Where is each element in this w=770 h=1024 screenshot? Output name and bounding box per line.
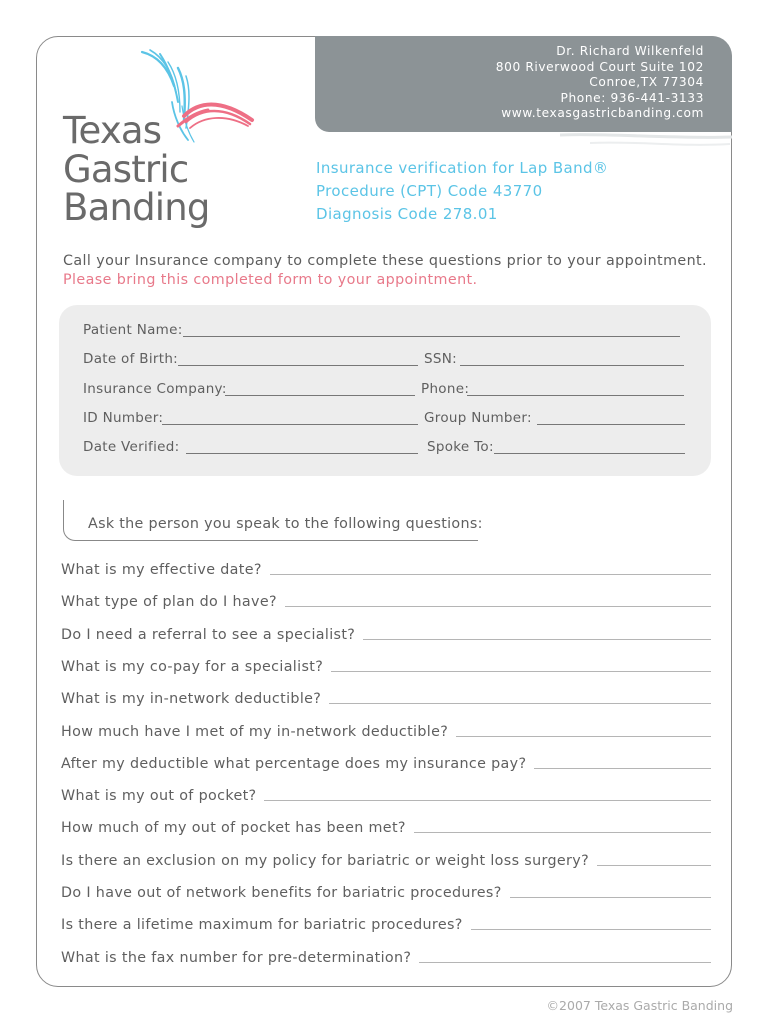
website-link[interactable]: www.texasgastricbanding.com	[501, 106, 704, 121]
spoke-to-label: Spoke To:	[427, 439, 494, 455]
question-text: Do I have out of network benefits for bariatric procedures?	[61, 885, 502, 901]
insurance-company-field[interactable]	[225, 395, 415, 396]
cpt-code: Procedure (CPT) Code 43770	[316, 182, 543, 200]
question-text: What is my out of pocket?	[61, 788, 257, 805]
question-text: Is there a lifetime maximum for bariatric procedures?	[61, 917, 463, 934]
address-line: 800 Riverwood Court Suite 102	[495, 59, 704, 74]
answer-line[interactable]	[419, 962, 711, 963]
answer-line[interactable]	[414, 832, 711, 833]
brand-logo-text	[63, 109, 210, 229]
phone-label: Phone:	[421, 381, 470, 397]
phone-line: Phone: 936-441-3133	[560, 90, 704, 105]
logo-word-gastric: Gastric	[63, 147, 189, 191]
answer-line[interactable]	[510, 897, 711, 898]
id-number-field[interactable]	[162, 424, 418, 425]
answer-line[interactable]	[597, 865, 711, 866]
ssn-label: SSN:	[424, 351, 457, 367]
question-text: What is the fax number for pre-determination?	[61, 949, 412, 966]
copyright-footer: ©2007 Texas Gastric Banding	[546, 998, 733, 1013]
question-text: What type of plan do I have?	[61, 594, 277, 611]
ask-heading-underline	[76, 540, 478, 541]
answer-line[interactable]	[456, 736, 711, 737]
decorative-brush-stroke	[560, 131, 732, 155]
ask-heading: Ask the person you speak to the following questions:	[88, 516, 483, 532]
question-text: How much of my out of pocket has been met?	[61, 820, 406, 837]
insurance-company-label: Insurance Company:	[83, 381, 227, 397]
question-text: How much have I met of my in-network deductible?	[61, 723, 449, 740]
group-number-field[interactable]	[537, 424, 685, 425]
answer-line[interactable]	[331, 671, 711, 672]
patient-name-field[interactable]	[183, 336, 680, 337]
patient-name-label: Patient Name:	[83, 322, 183, 338]
answer-line[interactable]	[264, 800, 711, 801]
date-verified-field[interactable]	[186, 453, 418, 454]
logo-word-texas: Texas	[63, 109, 162, 152]
procedure-block	[316, 157, 608, 226]
contact-block	[496, 44, 704, 122]
answer-line[interactable]	[270, 574, 711, 575]
answer-line[interactable]	[285, 606, 711, 607]
spoke-to-field[interactable]	[494, 453, 685, 454]
question-text: What is my in-network deductible?	[61, 691, 322, 708]
question-text: After my deductible what percentage does my insurance pay?	[61, 755, 527, 772]
group-number-label: Group Number:	[424, 410, 532, 426]
instructions-call: Call your Insurance company to complete these questions prior to your appointment.	[63, 253, 707, 269]
id-number-label: ID Number:	[83, 410, 164, 426]
answer-line[interactable]	[471, 929, 711, 930]
city-line: Conroe,TX 77304	[589, 75, 704, 90]
question-text: What is my co-pay for a specialist?	[61, 658, 324, 675]
phone-field[interactable]	[467, 395, 684, 396]
doctor-name: Dr. Richard Wilkenfeld	[556, 44, 704, 58]
ask-heading-bracket	[63, 500, 78, 541]
question-text: What is my effective date?	[61, 562, 262, 578]
question-text: Do I need a referral to see a specialist?	[61, 626, 356, 643]
dob-label: Date of Birth:	[83, 351, 179, 367]
diagnosis-code: Diagnosis Code 278.01	[316, 205, 498, 223]
instructions-bring: Please bring this completed form to your appointment.	[63, 272, 478, 288]
answer-line[interactable]	[363, 639, 711, 640]
ssn-field[interactable]	[460, 365, 684, 366]
logo-word-banding: Banding	[63, 186, 210, 229]
question-text: Is there an exclusion on my policy for bariatric or weight loss surgery?	[61, 852, 590, 869]
dob-field[interactable]	[178, 365, 418, 366]
date-verified-label: Date Verified:	[83, 439, 180, 455]
instructions	[63, 252, 707, 290]
answer-line[interactable]	[329, 703, 711, 704]
procedure-title: Insurance verification for Lap Band®	[316, 159, 609, 177]
answer-line[interactable]	[534, 768, 711, 769]
